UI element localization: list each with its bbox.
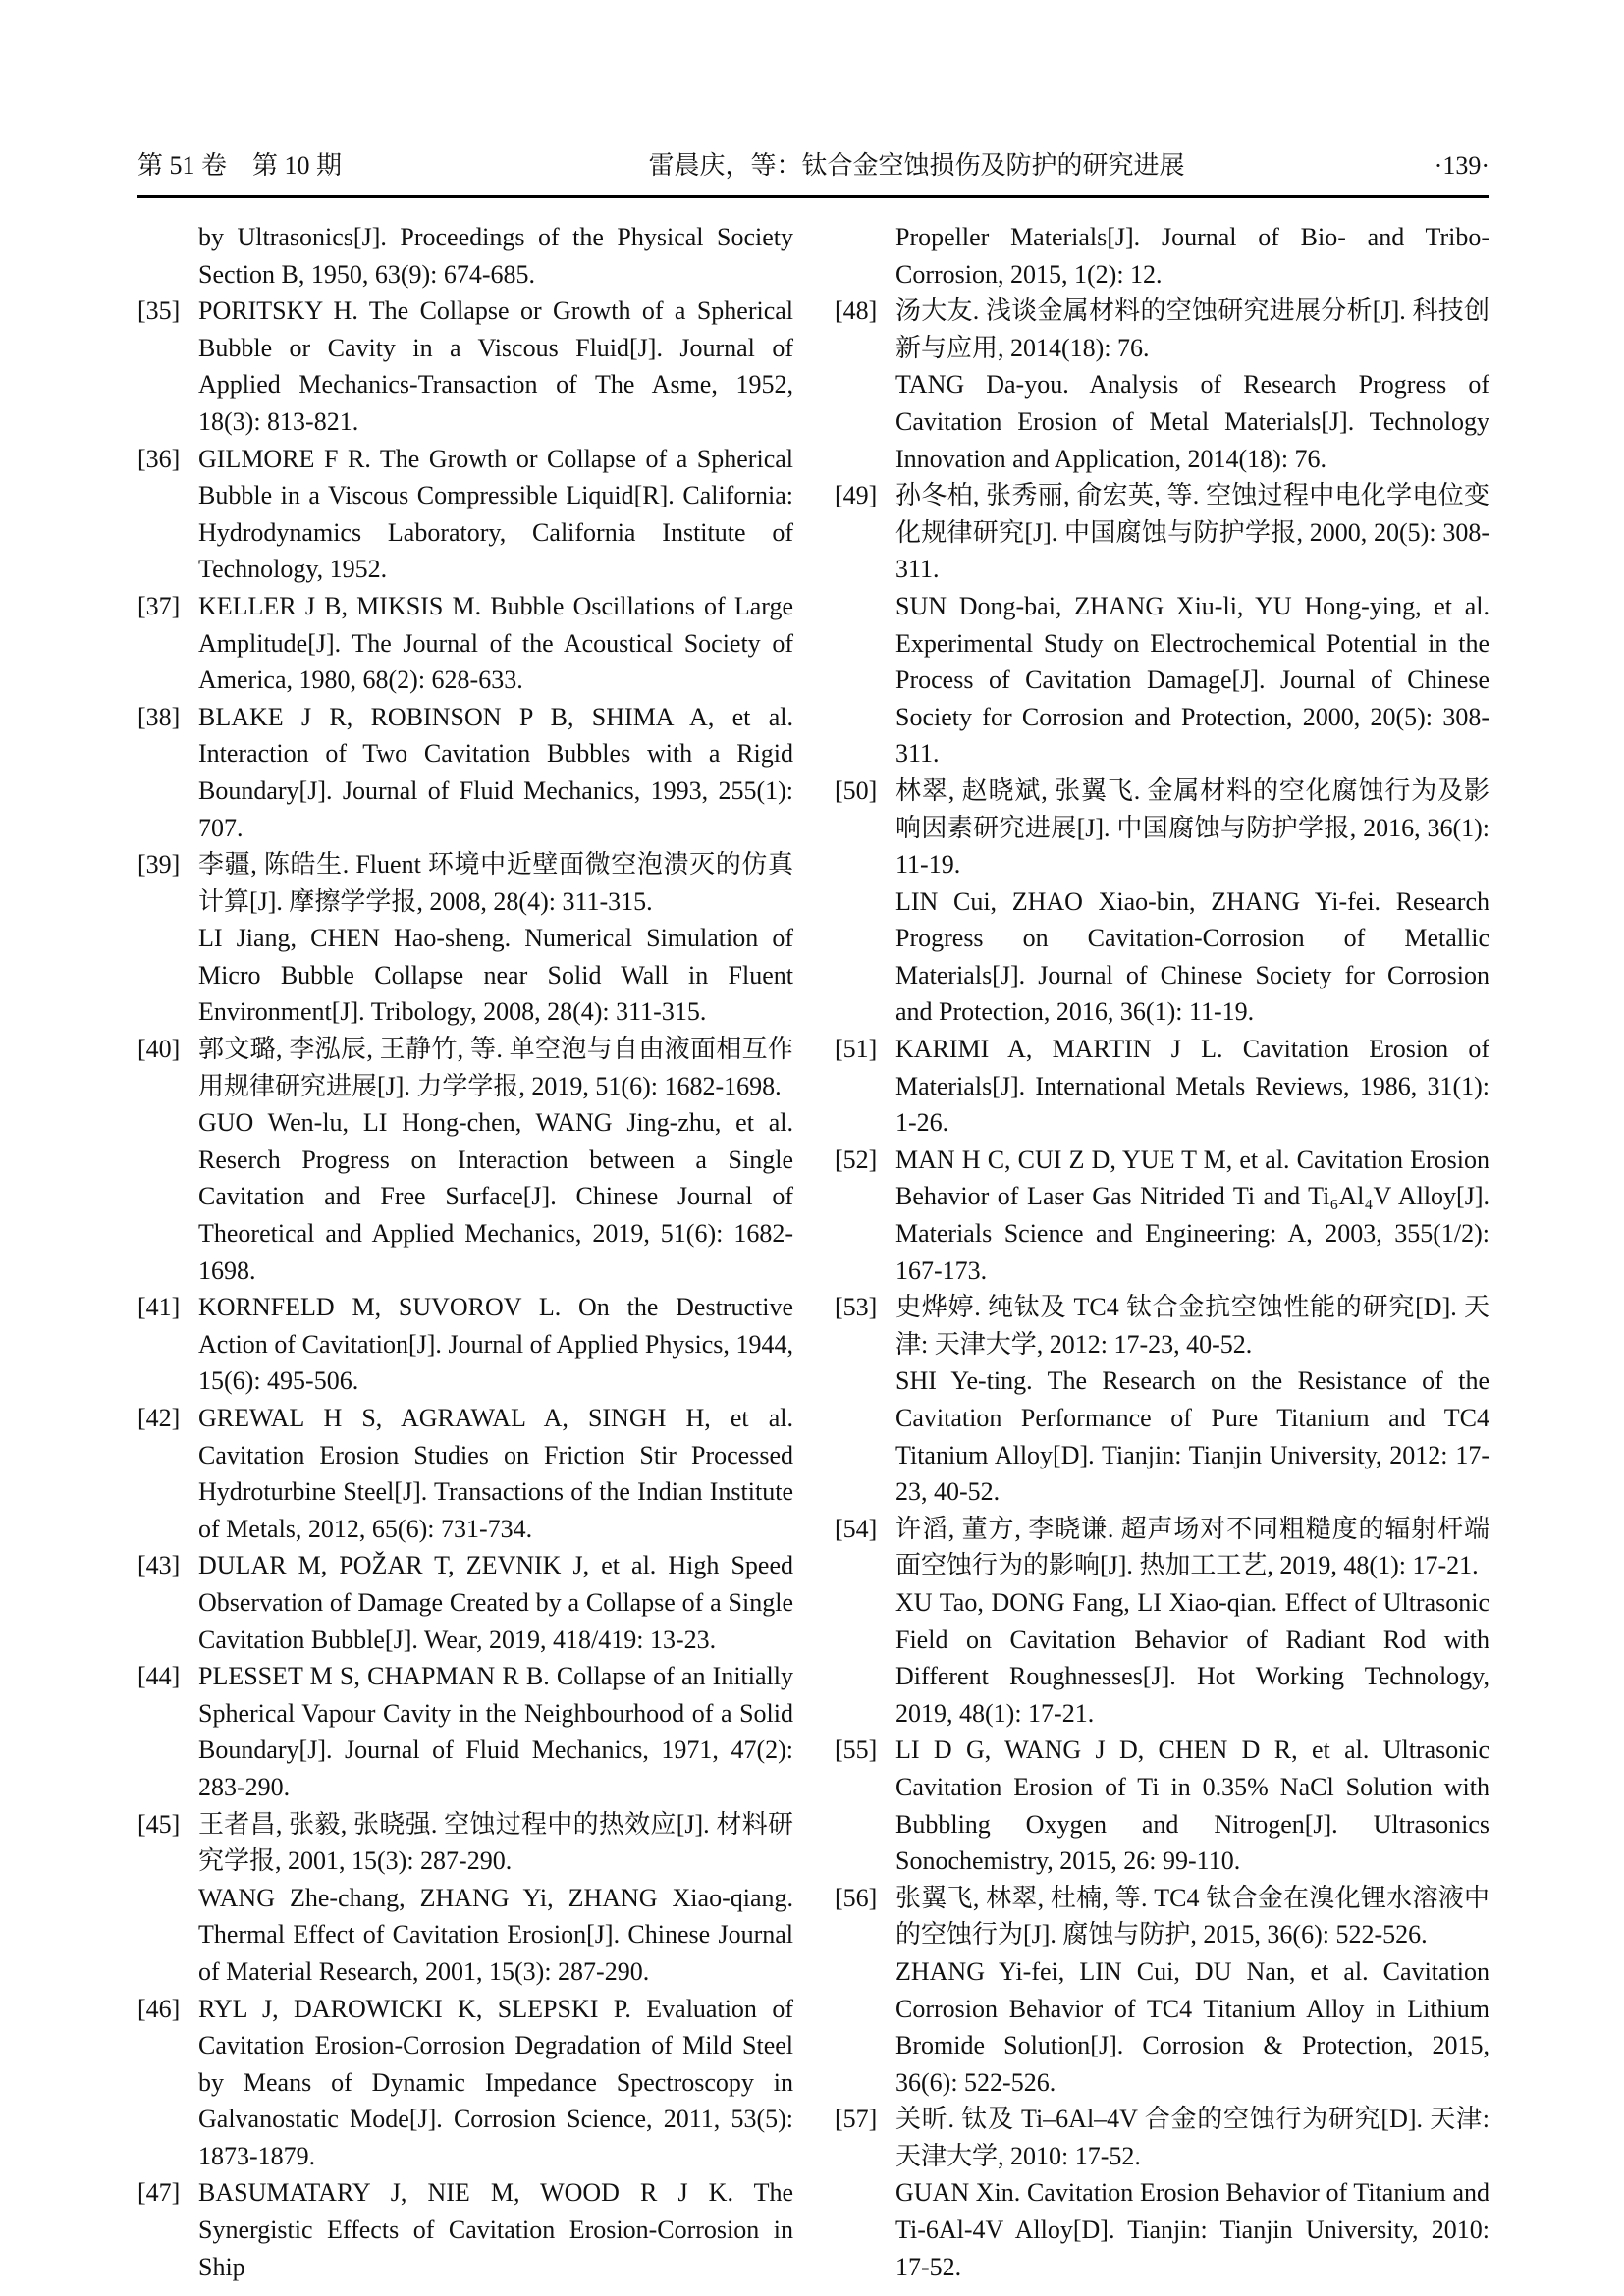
reference-paragraph: DULAR M, POŽAR T, ZEVNIK J, et al. High Speed Observation of Damage Created by a Collapse of a Single Cavitation Bubble[J]. Wear, 2019, 418/419: 13-23. [198, 1551, 793, 1654]
reference-paragraph: 孙冬柏, 张秀丽, 俞宏英, 等. 空蚀过程中电化学电位变化规律研究[J]. 中国腐蚀与防护学报, 2000, 20(5): 308-311. [895, 481, 1489, 584]
reference-number: [39] [137, 850, 181, 880]
reference-text [198, 441, 793, 588]
reference-paragraph: GREWAL H S, AGRAWAL A, SINGH H, et al. Cavitation Erosion Studies on Friction Stir Processed Hydroturbine Steel[J]. Transactions of the Indian Institute of Metals, 2012, 65(6): 731-734. [198, 1404, 793, 1543]
reference-item [835, 219, 1489, 293]
reference-number: [51] [835, 1035, 878, 1064]
reference-item [137, 846, 793, 1031]
reference-paragraph: SHI Ye-ting. The Research on the Resistance of the Cavitation Performance of Pure Titanium and TC4 Titanium Alloy[D]. Tianjin: Tianjin University, 2012: 17-23, 40-52. [895, 1366, 1489, 1507]
reference-item [835, 293, 1489, 477]
references-section [137, 219, 1489, 2285]
reference-text [198, 1658, 793, 1805]
running-title: 雷晨庆，等：钛合金空蚀损伤及防护的研究进展 [648, 151, 1185, 180]
reference-paragraph: SUN Dong-bai, ZHANG Xiu-li, YU Hong-ying, et al. Experimental Study on Electrochemical Potential in the Process of Cavitation Damage[J]. Journal of Chinese Society for Corrosion and Protection, 2000, 20(5): 308-311. [895, 591, 1489, 769]
references-column-right [835, 219, 1489, 2285]
reference-paragraph: BLAKE J R, ROBINSON P B, SHIMA A, et al. Interaction of Two Cavitation Bubbles with a Rigid Boundary[J]. Journal of Fluid Mechanics, 1993, 255(1): 707. [198, 702, 793, 842]
reference-paragraph: 许滔, 董方, 李晓谦. 超声场对不同粗糙度的辐射杆端面空蚀行为的影响[J]. 热加工工艺, 2019, 48(1): 17-21. [895, 1514, 1489, 1580]
reference-text [895, 1732, 1489, 1879]
reference-paragraph: KARIMI A, MARTIN J L. Cavitation Erosion of Materials[J]. International Metals Reviews, 1986, 31(1): 1-26. [895, 1035, 1489, 1138]
reference-paragraph: LI Jiang, CHEN Hao-sheng. Numerical Simulation of Micro Bubble Collapse near Solid Wall in Fluent Environment[J]. Tribology, 2008, 28(4): 311-315. [198, 924, 793, 1027]
reference-item [137, 441, 793, 588]
reference-number: [54] [835, 1514, 878, 1543]
reference-text [895, 219, 1489, 293]
header-rule [137, 195, 1489, 198]
reference-text [895, 1880, 1489, 2102]
reference-number: [36] [137, 444, 181, 473]
reference-paragraph: LIN Cui, ZHAO Xiao-bin, ZHANG Yi-fei. Research Progress on Cavitation-Corrosion of Metallic Materials[J]. Journal of Chinese Society for Corrosion and Protection, 2016, 36(1): 11-19. [895, 886, 1489, 1027]
reference-paragraph: by Ultrasonics[J]. Proceedings of the Physical Society Section B, 1950, 63(9): 674-685. [198, 223, 793, 289]
reference-paragraph: 张翼飞, 林翠, 杜楠, 等. TC4 钛合金在溴化锂水溶液中的空蚀行为[J]. 腐蚀与防护, 2015, 36(6): 522-526. [895, 1883, 1489, 1949]
reference-number: [56] [835, 1883, 878, 1912]
reference-number: [43] [137, 1551, 181, 1580]
page-number: ·139· [1434, 151, 1489, 180]
reference-item [835, 1031, 1489, 1142]
reference-paragraph: Propeller Materials[J]. Journal of Bio- and Tribo-Corrosion, 2015, 1(2): 12. [895, 223, 1489, 289]
reference-text [198, 219, 793, 293]
reference-number: [46] [137, 1994, 181, 2023]
reference-text [198, 699, 793, 846]
reference-number: [55] [835, 1735, 878, 1765]
reference-paragraph: 关昕. 钛及 Ti–6Al–4V 合金的空蚀行为研究[D]. 天津: 天津大学, 2010: 17-52. [895, 2105, 1489, 2170]
reference-text [895, 1031, 1489, 1142]
reference-number: [37] [137, 591, 181, 620]
reference-number: [42] [137, 1404, 181, 1432]
reference-item [137, 1806, 793, 1991]
reference-item [137, 1400, 793, 1547]
reference-number: [49] [835, 481, 878, 510]
reference-number: [40] [137, 1035, 181, 1064]
reference-item [137, 1031, 793, 1289]
reference-text [198, 1806, 793, 1991]
reference-number: [57] [835, 2105, 878, 2134]
reference-number: [41] [137, 1293, 181, 1322]
reference-item [835, 1289, 1489, 1511]
reference-paragraph: GUO Wen-lu, LI Hong-chen, WANG Jing-zhu, et al. Reserch Progress on Interaction between a Single Cavitation and Free Surface[J]. Chinese Journal of Theoretical and Applied Mechanics, 2019, 51(6): 1682-1698. [198, 1108, 793, 1285]
reference-paragraph: 史烨婷. 纯钛及 TC4 钛合金抗空蚀性能的研究[D]. 天津: 天津大学, 2012: 17-23, 40-52. [895, 1293, 1489, 1359]
reference-item [835, 1880, 1489, 2102]
reference-item [137, 2174, 793, 2285]
reference-paragraph: PORITSKY H. The Collapse or Growth of a Spherical Bubble or Cavity in a Viscous Fluid[J]. Journal of Applied Mechanics-Transaction of The Asme, 1952, 18(3): 813-821. [198, 296, 793, 436]
reference-text [895, 1142, 1489, 1289]
reference-text [895, 2101, 1489, 2285]
reference-item [137, 1289, 793, 1400]
reference-paragraph: XU Tao, DONG Fang, LI Xiao-qian. Effect of Ultrasonic Field on Cavitation Behavior of Radiant Rod with Different Roughnesses[J]. Hot Working Technology, 2019, 48(1): 17-21. [895, 1587, 1489, 1728]
reference-text [895, 477, 1489, 773]
references-column-left [137, 219, 793, 2285]
reference-text [895, 1289, 1489, 1511]
reference-number: [52] [835, 1145, 878, 1174]
reference-text [895, 773, 1489, 1031]
reference-item [137, 219, 793, 293]
reference-item [835, 1142, 1489, 1289]
reference-item [835, 477, 1489, 773]
reference-text [198, 1547, 793, 1658]
reference-number: [45] [137, 1809, 181, 1839]
reference-paragraph: 汤大友. 浅谈金属材料的空蚀研究进展分析[J]. 科技创新与应用, 2014(18): 76. [895, 296, 1489, 362]
reference-text [895, 1511, 1489, 1733]
reference-item [835, 1511, 1489, 1733]
reference-paragraph: LI D G, WANG J D, CHEN D R, et al. Ultrasonic Cavitation Erosion of Ti in 0.35% NaCl Solution with Bubbling Oxygen and Nitrogen[J]. Ultrasonics Sonochemistry, 2015, 26: 99-110. [895, 1735, 1489, 1876]
reference-item [137, 1991, 793, 2175]
reference-text [895, 293, 1489, 477]
reference-paragraph: GILMORE F R. The Growth or Collapse of a Spherical Bubble in a Viscous Compressible Liquid[R]. California: Hydrodynamics Laboratory, California Institute of Technology, 1952. [198, 444, 793, 584]
reference-text [198, 1991, 793, 2175]
volume-issue-label: 第 51 卷 第 10 期 [137, 151, 343, 180]
reference-paragraph: 王者昌, 张毅, 张晓强. 空蚀过程中的热效应[J]. 材料研究学报, 2001, 15(3): 287-290. [198, 1809, 793, 1876]
reference-number: [35] [137, 296, 181, 326]
reference-paragraph: ZHANG Yi-fei, LIN Cui, DU Nan, et al. Cavitation Corrosion Behavior of TC4 Titanium Alloy in Lithium Bromide Solution[J]. Corrosion & Protection, 2015, 36(6): 522-526. [895, 1956, 1489, 2097]
reference-paragraph: 李疆, 陈皓生. Fluent 环境中近壁面微空泡溃灭的仿真计算[J]. 摩擦学学报, 2008, 28(4): 311-315. [198, 850, 793, 916]
reference-number: [50] [835, 775, 878, 805]
reference-text [198, 2174, 793, 2285]
reference-paragraph: 郭文璐, 李泓辰, 王静竹, 等. 单空泡与自由液面相互作用规律研究进展[J]. 力学学报, 2019, 51(6): 1682-1698. [198, 1035, 793, 1100]
running-head [137, 149, 1489, 183]
reference-item [835, 1732, 1489, 1879]
reference-text [198, 293, 793, 440]
reference-item [137, 293, 793, 440]
reference-paragraph: MAN H C, CUI Z D, YUE T M, et al. Cavitation Erosion Behavior of Laser Gas Nitrided Ti and Ti₆Al₄V Alloy[J]. Materials Science and Engineering: A, 2003, 355(1/2): 167-173. [895, 1145, 1489, 1285]
reference-paragraph: TANG Da-you. Analysis of Research Progress of Cavitation Erosion of Metal Materials[J]. Technology Innovation and Application, 2014(18): 76. [895, 370, 1489, 473]
reference-paragraph: WANG Zhe-chang, ZHANG Yi, ZHANG Xiao-qiang. Thermal Effect of Cavitation Erosion[J]. Chinese Journal of Material Research, 2001, 15(3): 287-290. [198, 1883, 793, 1986]
reference-number: [53] [835, 1293, 878, 1322]
reference-text [198, 1400, 793, 1547]
reference-text [198, 588, 793, 699]
reference-number: [38] [137, 702, 181, 731]
reference-item [137, 1658, 793, 1805]
reference-text [198, 1289, 793, 1400]
reference-number: [44] [137, 1662, 181, 1691]
reference-item [835, 773, 1489, 1031]
reference-paragraph: PLESSET M S, CHAPMAN R B. Collapse of an Initially Spherical Vapour Cavity in the Neighbourhood of a Solid Boundary[J]. Journal of Fluid Mechanics, 1971, 47(2): 283-290. [198, 1662, 793, 1801]
reference-paragraph: BASUMATARY J, NIE M, WOOD R J K. The Synergistic Effects of Cavitation Erosion-Corrosion in Ship [198, 2178, 793, 2281]
reference-item [137, 699, 793, 846]
reference-text [198, 1031, 793, 1289]
reference-item [137, 1547, 793, 1658]
reference-paragraph: RYL J, DAROWICKI K, SLEPSKI P. Evaluation of Cavitation Erosion-Corrosion Degradation of Mild Steel by Means of Dynamic Impedance Spectroscopy in Galvanostatic Mode[J]. Corrosion Science, 2011, 53(5): 1873-1879. [198, 1994, 793, 2170]
reference-item [835, 2101, 1489, 2285]
reference-number: [47] [137, 2178, 181, 2208]
reference-paragraph: 林翠, 赵晓斌, 张翼飞. 金属材料的空化腐蚀行为及影响因素研究进展[J]. 中国腐蚀与防护学报, 2016, 36(1): 11-19. [895, 775, 1489, 880]
reference-number: [48] [835, 296, 878, 326]
reference-paragraph: GUAN Xin. Cavitation Erosion Behavior of Titanium and Ti-6Al-4V Alloy[D]. Tianjin: Tianjin University, 2010: 17-52. [895, 2178, 1489, 2281]
reference-paragraph: KORNFELD M, SUVOROV L. On the Destructive Action of Cavitation[J]. Journal of Applied Physics, 1944, 15(6): 495-506. [198, 1293, 793, 1396]
reference-paragraph: KELLER J B, MIKSIS M. Bubble Oscillations of Large Amplitude[J]. The Journal of the Acoustical Society of America, 1980, 68(2): 628-633. [198, 591, 793, 695]
reference-text [198, 846, 793, 1031]
reference-item [137, 588, 793, 699]
